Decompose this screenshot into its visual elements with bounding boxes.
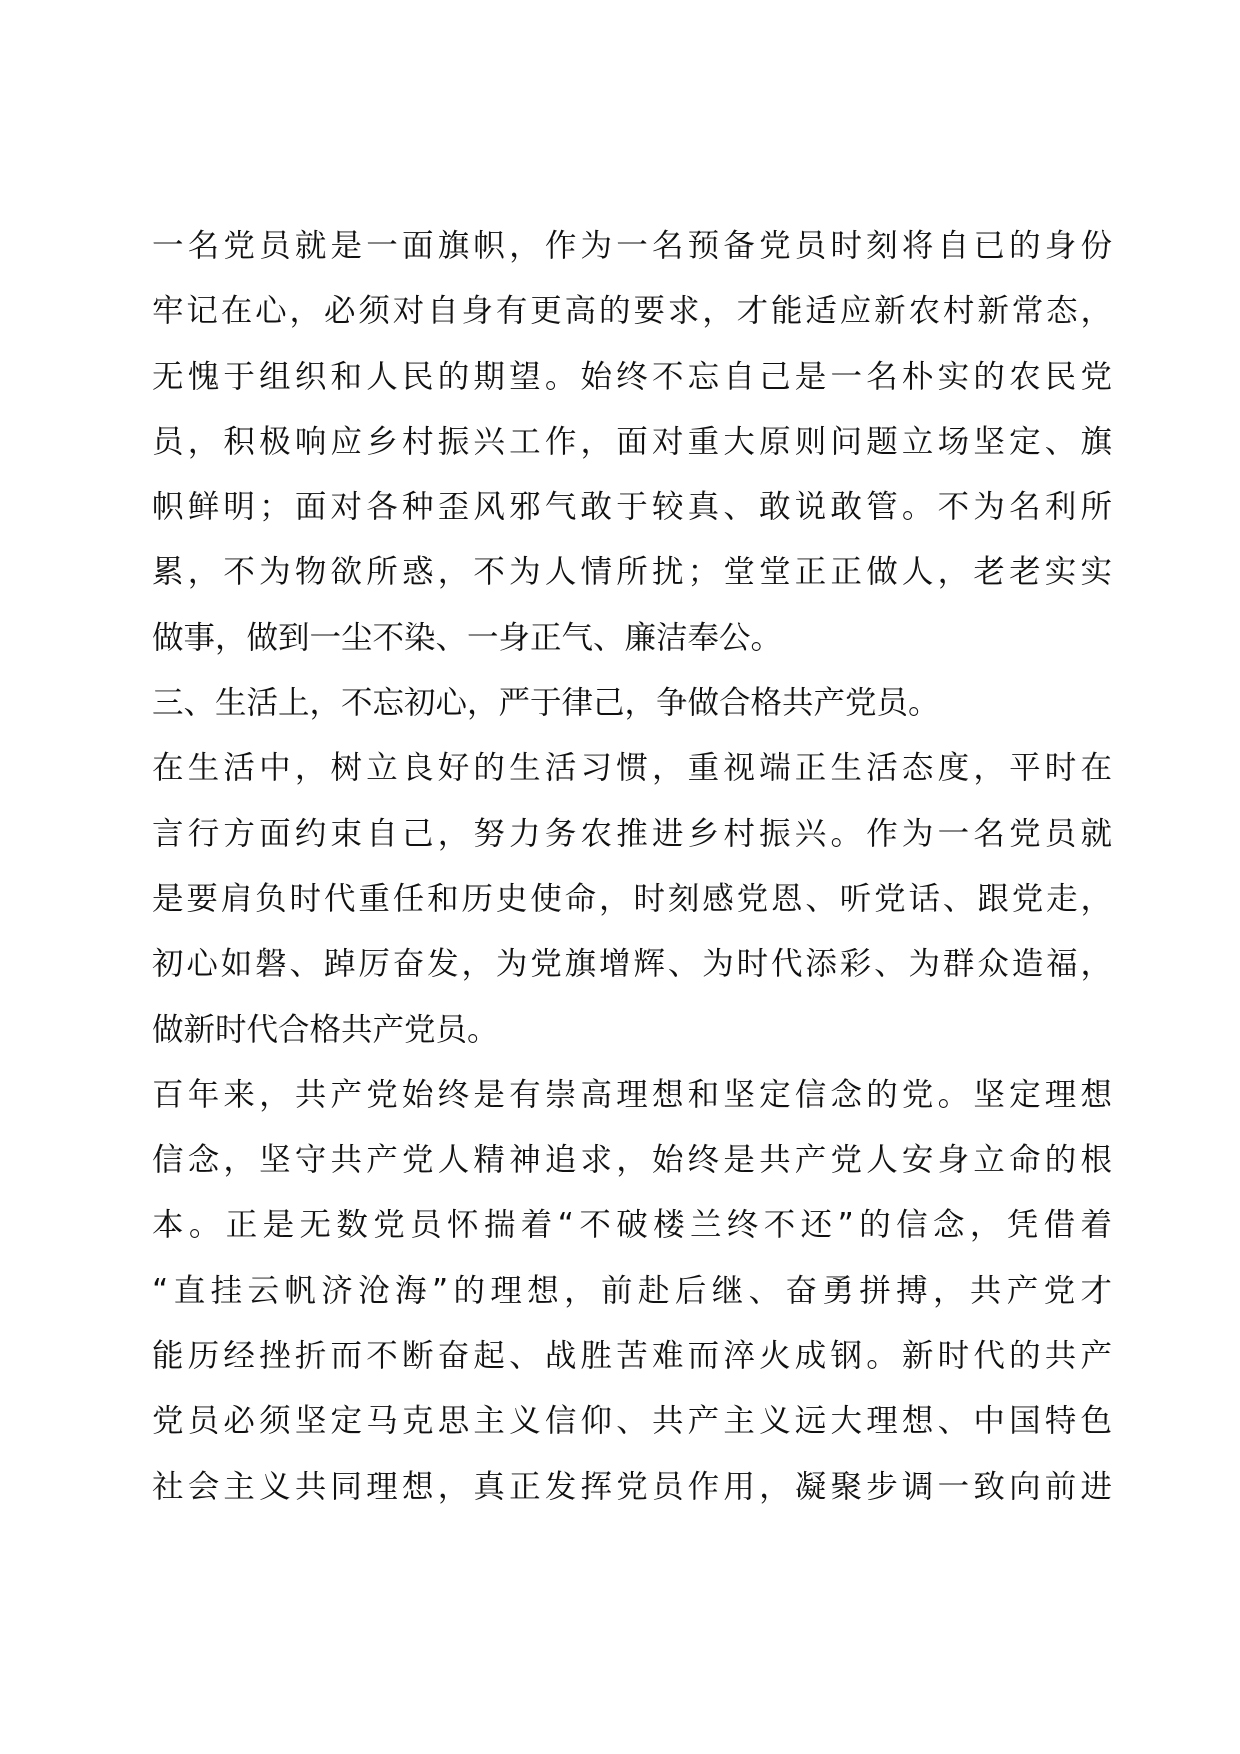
body-text (152, 214, 1112, 1520)
text-line: 能历经挫折而不断奋起、战胜苦难而淬火成钢。新时代的共产 (152, 1338, 1112, 1375)
text-line: 牢记在心，必须对自身有更高的要求，才能适应新农村新常态， (152, 293, 1112, 330)
text-line: 初心如磐、踔厉奋发，为党旗增辉、为时代添彩、为群众造福， (152, 946, 1112, 983)
text-line: 帜鲜明；面对各种歪风邪气敢于较真、敢说敢管。不为名利所 (152, 489, 1112, 526)
text-line: 本。正是无数党员怀揣着“不破楼兰终不还”的信念，凭借着 (152, 1207, 1112, 1244)
text-line: 无愧于组织和人民的期望。始终不忘自己是一名朴实的农民党 (152, 358, 1112, 395)
text-line: 言行方面约束自己，努力务农推进乡村振兴。作为一名党员就 (152, 815, 1112, 852)
text-line: 做事，做到一尘不染、一身正气、廉洁奉公。 (152, 619, 783, 656)
section-heading: 三、生活上，不忘初心，严于律己，争做合格共产党员。 (152, 685, 940, 722)
text-line: 百年来，共产党始终是有崇高理想和坚定信念的党。坚定理想 (152, 1076, 1112, 1113)
text-line: 社会主义共同理想，真正发挥党员作用，凝聚步调一致向前进 (152, 1468, 1112, 1505)
text-line: 信念，坚守共产党人精神追求，始终是共产党人安身立命的根 (152, 1142, 1112, 1179)
text-line: 累，不为物欲所惑，不为人情所扰；堂堂正正做人，老老实实 (152, 554, 1112, 591)
text-line: “直挂云帆济沧海”的理想，前赴后继、奋勇拼搏，共产党才 (152, 1272, 1112, 1309)
text-line: 做新时代合格共产党员。 (152, 1011, 499, 1048)
text-line: 党员必须坚定马克思主义信仰、共产主义远大理想、中国特色 (152, 1403, 1112, 1440)
text-line: 在生活中，树立良好的生活习惯，重视端正生活态度，平时在 (152, 750, 1112, 787)
text-line: 员，积极响应乡村振兴工作，面对重大原则问题立场坚定、旗 (152, 423, 1112, 460)
text-line: 是要肩负时代重任和历史使命，时刻感党恩、听党话、跟党走， (152, 880, 1112, 917)
text-line: 一名党员就是一面旗帜，作为一名预备党员时刻将自已的身份 (152, 228, 1112, 264)
